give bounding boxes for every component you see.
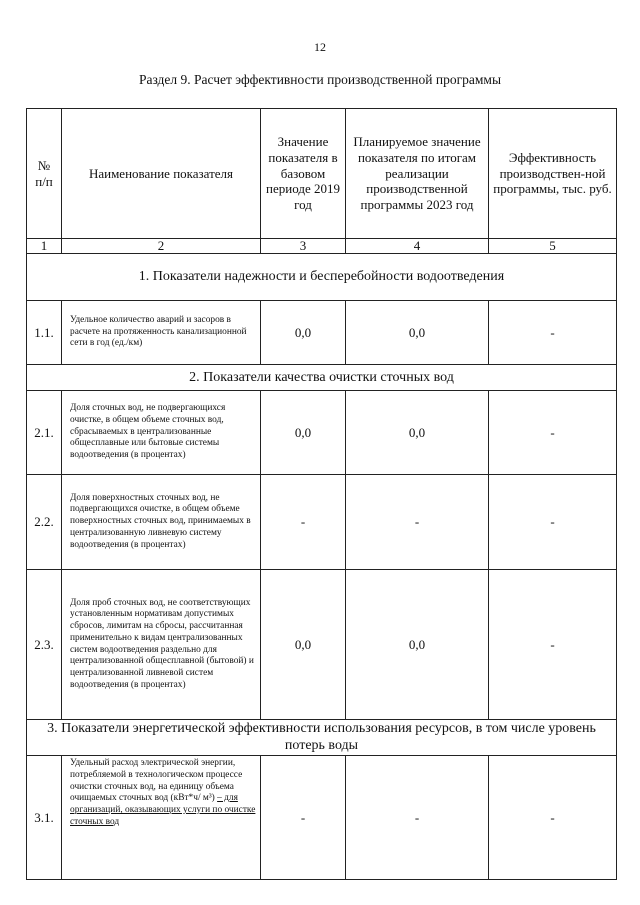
column-number: 1 [27, 239, 62, 254]
header-base-value: Значение показателя в базовом периоде 2019 год [261, 109, 346, 239]
planned-value: - [346, 756, 489, 880]
base-value: - [261, 756, 346, 880]
planned-value: - [346, 475, 489, 570]
header-efficiency: Эффективность производствен-ной программы, тыс. руб. [489, 109, 617, 239]
row-number: 2.1. [27, 391, 62, 475]
column-number: 4 [346, 239, 489, 254]
efficiency-value: - [489, 301, 617, 365]
base-value: - [261, 475, 346, 570]
row-number: 3.1. [27, 756, 62, 880]
table-row [27, 391, 617, 475]
indicator-name: Доля сточных вод, не подвергающихся очистке, в общем объеме сточных вод, сбрасываемых в централизованные общесплавные или бытовые системы водоотведения (в процентах) [62, 391, 261, 475]
indicator-name-note: – для организаций, оказывающих услуги по очистке сточных вод [70, 793, 256, 827]
header-row [27, 109, 617, 239]
base-value: 0,0 [261, 391, 346, 475]
column-number: 2 [62, 239, 261, 254]
planned-value: 0,0 [346, 301, 489, 365]
row-number: 2.2. [27, 475, 62, 570]
header-indicator-name: Наименование показателя [62, 109, 261, 239]
planned-value: 0,0 [346, 391, 489, 475]
section-title-3: 3. Показатели энергетической эффективности использования ресурсов, в том числе уровень потерь воды [27, 720, 617, 756]
base-value: 0,0 [261, 301, 346, 365]
indicator-name-main: Удельный расход электрической энергии, потребляемой в технологическом процессе очистки сточных вод, на единицу объема очищаемых сточных вод (кВт*ч/ м³) [70, 758, 243, 804]
table-row [27, 301, 617, 365]
section-title-2: 2. Показатели качества очистки сточных вод [27, 365, 617, 391]
efficiency-value: - [489, 391, 617, 475]
column-number-row [27, 239, 617, 254]
planned-value: 0,0 [346, 570, 489, 720]
section-title: Раздел 9. Расчет эффективности производственной программы [138, 72, 502, 87]
indicator-name: Доля проб сточных вод, не соответствующих установленным нормативам допустимых сбросов, лимитам на сбросы, рассчитанная применительно к видам централизованных систем водоотведения раздельно для централизованной общесплавной (бытовой) и централизованной ливневой систем водоотведения (в процентах) [62, 570, 261, 720]
efficiency-value: - [489, 756, 617, 880]
indicator-name: Удельное количество аварий и засоров в расчете на протяженность канализационной сети в год (ед./км) [62, 301, 261, 365]
base-value: 0,0 [261, 570, 346, 720]
column-number: 5 [489, 239, 617, 254]
efficiency-value: - [489, 570, 617, 720]
row-number: 1.1. [27, 301, 62, 365]
page-number: 12 [314, 40, 326, 54]
section-title-1: 1. Показатели надежности и бесперебойности водоотведения [27, 254, 617, 301]
row-number: 2.3. [27, 570, 62, 720]
efficiency-value: - [489, 475, 617, 570]
section-header-row [27, 720, 617, 756]
efficiency-table [26, 108, 617, 880]
header-planned-value: Планируемое значение показателя по итогам реализации производственной программы 2023 год [346, 109, 489, 239]
table-row [27, 570, 617, 720]
section-header-row [27, 365, 617, 391]
indicator-name: Доля поверхностных сточных вод, не подвергающихся очистке, в общем объеме поверхностных сточных вод, принимаемых в централизованную ливневую систему водоотведения (в процентах) [62, 475, 261, 570]
table-row [27, 475, 617, 570]
header-number: № п/п [27, 109, 62, 239]
section-header-row [27, 254, 617, 301]
table-row [27, 756, 617, 880]
column-number: 3 [261, 239, 346, 254]
indicator-name [62, 756, 261, 880]
